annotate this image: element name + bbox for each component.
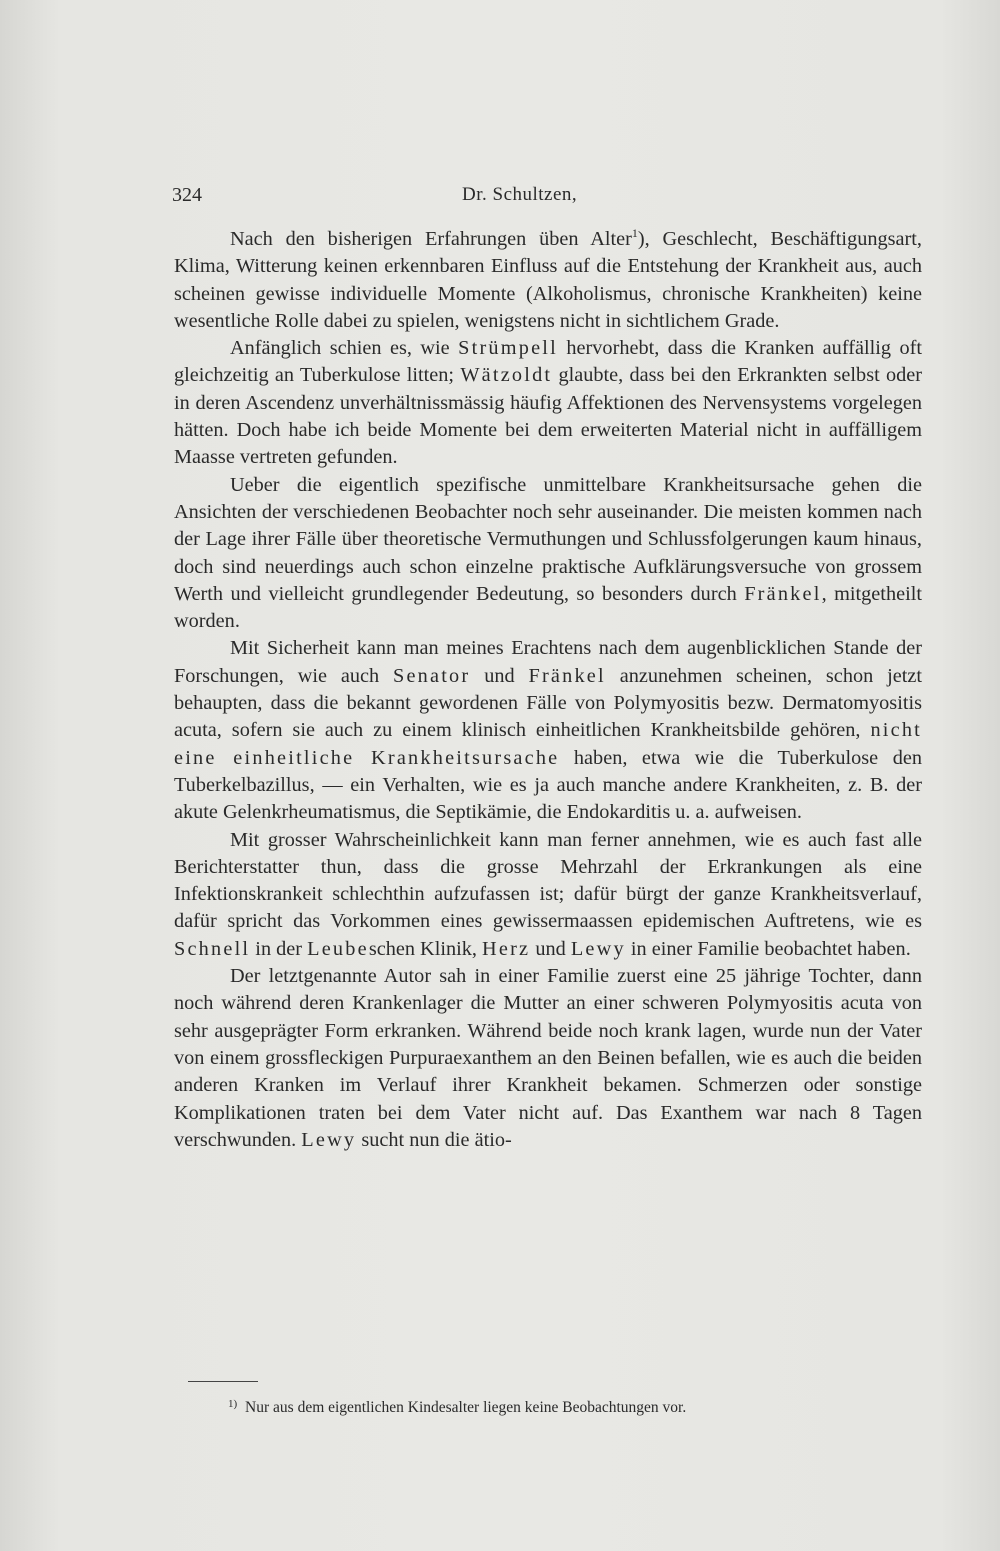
- spaced-name: Fränkel: [528, 664, 606, 687]
- paragraph: [174, 963, 922, 1154]
- paragraph: [174, 827, 922, 963]
- footnote-text: Nur aus dem eigentlichen Kindesalter liegen keine Beobachtungen vor.: [245, 1399, 687, 1416]
- text-run: Anfänglich schien es, wie: [230, 337, 459, 360]
- spaced-name: Herz: [482, 937, 531, 960]
- spaced-name: nicht eine einheitliche Krankheitsursache: [174, 719, 922, 769]
- spaced-name: Strümpell: [458, 337, 558, 360]
- paragraph: [174, 472, 922, 636]
- text-run: Mit Sicherheit kann man meines Erachtens nach dem augenblicklichen Stande der Forschungen, wie auch: [174, 637, 922, 687]
- spaced-name: Lewy: [301, 1128, 357, 1151]
- text-run: Der letztgenannte Autor sah in einer Familie zuerst eine 25 jährige Tochter, dann noch während deren Krankenlager die Mutter an einer schweren Polymyositis acuta von sehr ausgeprägter Form erkranken. Während beide noch krank lagen, wurde nun der Vater von einem grossfleckigen Purpuraexanthem an den Beinen befallen, wie es auch die beiden anderen Kranken im Verlauf ihrer Krankheit bekamen. Schmerzen oder sonstige Komplikationen traten bei dem Vater nicht auf. Das Exanthem war nach 8 Tagen verschwunden.: [174, 965, 922, 1151]
- running-head: [172, 184, 922, 212]
- paragraph: [174, 335, 922, 471]
- page-number: 324: [172, 184, 202, 206]
- text-run: in einer Familie beobachtet haben.: [625, 937, 911, 960]
- footnote: [228, 1394, 928, 1418]
- text-run: haben, etwa wie die Tuberkulose den Tuberkelbazillus, — ein Verhalten, wie es ja auch manche andere Krankheiten, z. B. der akute Gelenkrheumatismus, die Septikämie, die Endokarditis u. a. aufweisen.: [174, 746, 922, 824]
- text-run: anzunehmen scheinen, schon jetzt behaupten, dass die bekannt gewordenen Fälle von Polymyositis bezw. Dermatomyositis acuta, sofern sie auch zu einem klinisch einheitlichen Krankheitsbilde gehören,: [174, 664, 922, 742]
- text-run: sucht nun die ätio-: [356, 1128, 512, 1151]
- footnote-marker: 1): [228, 1398, 238, 1410]
- text-run: schen Klinik,: [368, 937, 483, 960]
- text-run: und: [530, 937, 571, 960]
- text-run: und: [470, 664, 529, 687]
- paragraph: [174, 226, 922, 335]
- text-run: glaubte, dass bei den Erkrankten selbst oder in deren Ascendenz unverhältnissmässig häufig Affektionen des Nervensystems vorgelegen hätten. Doch habe ich beide Momente bei dem erweiterten Material nicht in auffälligem Maasse vertreten gefunden.: [174, 364, 922, 469]
- footnote-reference: 1: [631, 226, 638, 240]
- text-run: ), Geschlecht, Beschäftigungsart, Klima, Witterung keinen erkennbaren Einfluss auf die Entstehung der Krankheit aus, auch scheinen gewisse individuelle Momente (Alkoholismus, chronische Krankheiten) keine wesentliche Rolle dabei zu spielen, wenigstens nicht in sichtlichem Grade.: [174, 228, 922, 332]
- text-run: hervorhebt, dass die Kranken auffällig oft gleichzeitig an Tuberkulose litten;: [174, 337, 923, 387]
- paragraph: [174, 635, 922, 826]
- text-run: in der: [250, 937, 308, 960]
- text-run: Nach den bisherigen Erfahrungen üben Alter: [230, 228, 632, 250]
- text-run: Ueber die eigentlich spezifische unmittelbare Krankheitsursache gehen die Ansichten der verschiedenen Beobachter noch sehr auseinander. Die meisten kommen nach der Lage ihrer Fälle über theoretische Vermuthungen und Schlussfolgerungen kaum hinaus, doch sind neuerdings auch schon einzelne praktische Aufklärungsversuche von grossem Werth und vielleicht grundlegender Bedeutung, so besonders durch: [174, 473, 922, 605]
- footnote-rule: [188, 1381, 258, 1382]
- spaced-name: Senator: [392, 664, 471, 687]
- body-text: [174, 226, 922, 1154]
- text-run: Mit grosser Wahrscheinlichkeit kann man ferner annehmen, wie es auch fast alle Berichterstatter thun, dass die grosse Mehrzahl der Erkrankungen als eine Infektionskrankeit schlechthin aufzufassen ist; dafür bürgt der ganze Krankheitsverlauf, dafür spricht das Vorkommen eines gewissermaassen epidemischen Auftretens, wie es: [174, 828, 922, 933]
- spaced-name: Schnell: [174, 937, 251, 960]
- spaced-name: Leube: [307, 937, 369, 960]
- text-run: , mitgetheilt worden.: [174, 582, 922, 633]
- running-head-author: Dr. Schultzen,: [462, 184, 578, 205]
- spaced-name: Lewy: [570, 937, 626, 960]
- spaced-name: Wätzoldt: [460, 364, 553, 387]
- spaced-name: Fränkel: [744, 582, 822, 605]
